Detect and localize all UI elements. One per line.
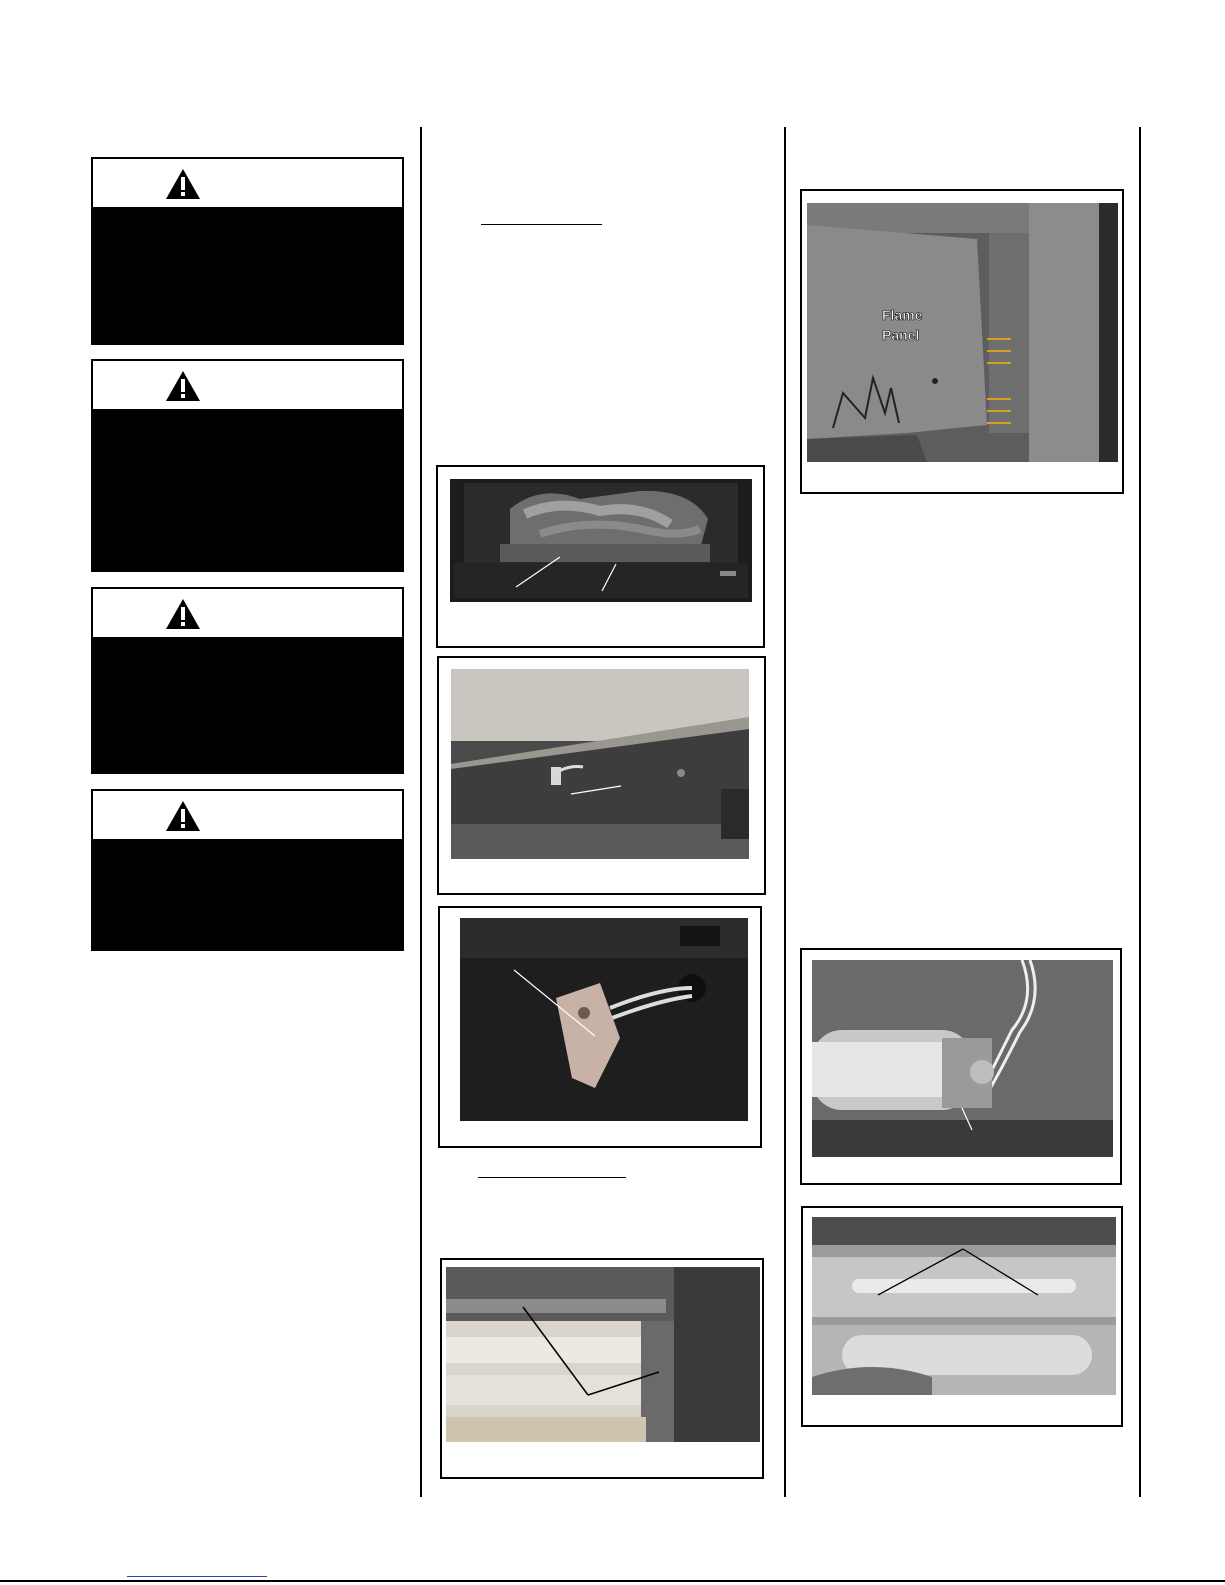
figure-heater-tube — [800, 948, 1122, 1185]
figure-sensor-close — [438, 906, 762, 1148]
section-heading-underline-1 — [481, 224, 602, 225]
flame-panel-label-line1: Flame — [882, 307, 923, 323]
warning-triangle-icon — [165, 370, 201, 407]
warning-body — [93, 639, 402, 655]
photo-heater-tube — [812, 960, 1113, 1157]
figure-bracket — [440, 1258, 764, 1479]
figure-reflector-lamps — [801, 1206, 1123, 1427]
figure-logs — [436, 465, 765, 648]
column-rule-middle — [784, 127, 786, 1497]
column-rule-right — [1139, 127, 1141, 1497]
warning-body — [93, 841, 402, 857]
warning-box-3 — [91, 587, 404, 774]
warning-triangle-icon — [165, 800, 201, 837]
photo-reflector-lamps — [812, 1217, 1116, 1395]
warning-body — [93, 209, 402, 225]
photo-bracket — [446, 1267, 760, 1442]
photo-flame-panel — [807, 203, 1118, 462]
photo-sensor-wide — [451, 669, 749, 859]
section-heading-underline-2 — [478, 1177, 626, 1178]
column-rule-left — [420, 127, 422, 1497]
figure-flame-panel — [800, 189, 1124, 494]
warning-body — [93, 411, 402, 427]
warning-header — [93, 589, 402, 639]
warning-box-1 — [91, 157, 404, 345]
footer-link-underline[interactable] — [127, 1576, 267, 1577]
warning-triangle-icon — [165, 598, 201, 635]
photo-log-set — [450, 479, 752, 602]
warning-box-4 — [91, 789, 404, 951]
warning-header — [93, 159, 402, 209]
warning-header — [93, 791, 402, 841]
figure-sensor-wide — [437, 656, 766, 895]
warning-triangle-icon — [165, 168, 201, 205]
warning-header — [93, 361, 402, 411]
warning-box-2 — [91, 359, 404, 572]
footer-rule — [0, 1580, 1225, 1582]
flame-panel-label-line2: Panel — [882, 327, 920, 343]
photo-sensor-closeup — [460, 918, 748, 1121]
